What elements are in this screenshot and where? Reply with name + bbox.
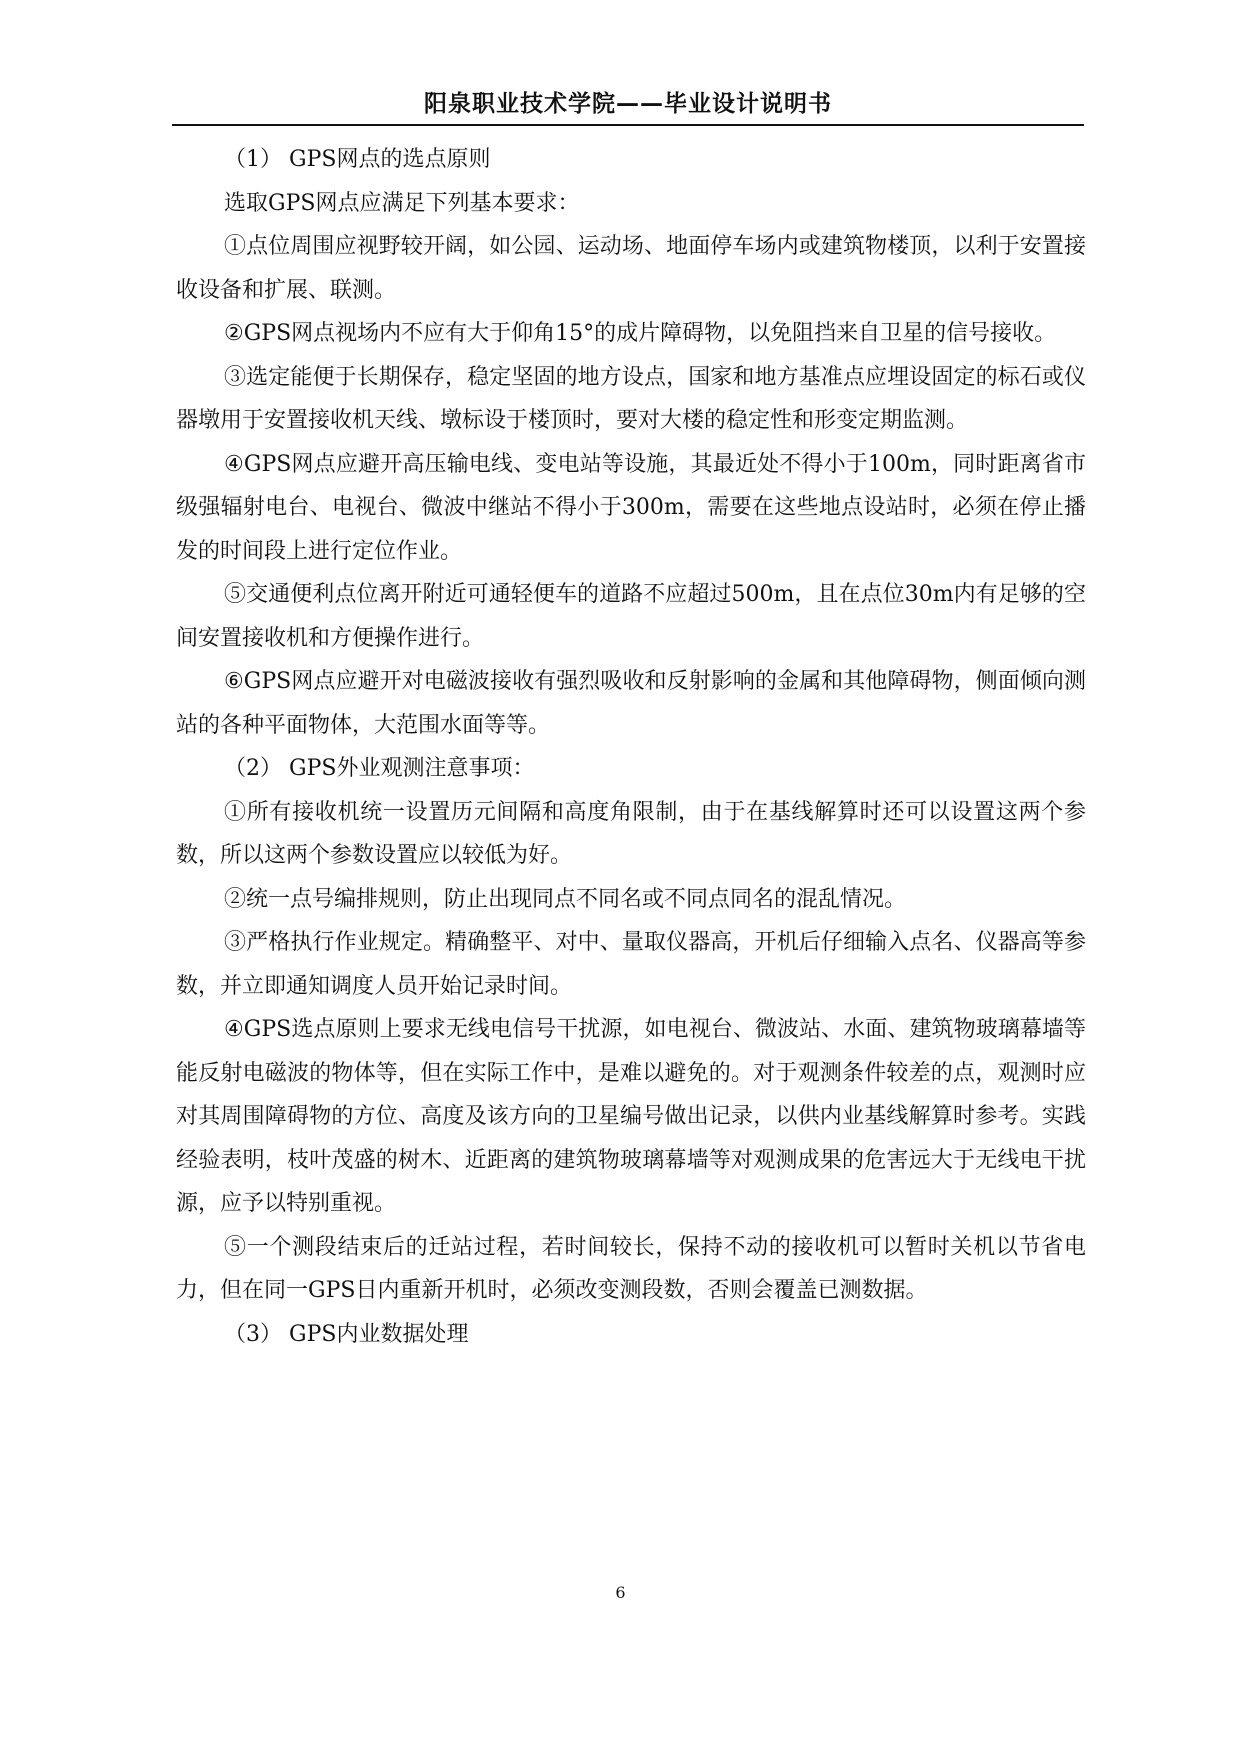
page-number: 6 [615, 1583, 626, 1602]
paragraph-requirement-3: ③选定能便于长期保存，稳定坚固的地方设点，国家和地方基准点应埋设固定的标石或仪器墩用于安置接收机天线、墩标设于楼顶时，要对大楼的稳定性和形变定期监测。 [176, 364, 1086, 433]
document-body [176, 138, 1086, 1356]
paragraph-observation-3: ③严格执行作业规定。精确整平、对中、量取仪器高，开机后仔细输入点名、仪器高等参数，并立即通知调度人员开始记录时间。 [176, 930, 1086, 999]
section-heading-data-processing: （3） GPS内业数据处理 [224, 1321, 469, 1347]
section-heading-gps-site-selection: （1） GPS网点的选点原则 [224, 147, 491, 172]
paragraph-observation-2: ②统一点号编排规则，防止出现同点不同名或不同点同名的混乱情况。 [224, 886, 907, 912]
paragraph-requirement-1: ①点位周围应视野较开阔，如公园、运动场、地面停车场内或建筑物楼顶，以利于安置接收设备和扩展、联测。 [176, 234, 1086, 303]
document-title: 阳泉职业技术学院——毕业设计说明书 [424, 91, 832, 117]
paragraph-observation-5: ⑤一个测段结束后的迁站过程，若时间较长，保持不动的接收机可以暂时关机以节省电力，但在同一GPS日内重新开机时，必须改变测段数，否则会覆盖已测数据。 [176, 1234, 1086, 1303]
paragraph-observation-4: ④GPS选点原则上要求无线电信号干扰源，如电视台、微波站、水面、建筑物玻璃幕墙等能反射电磁波的物体等，但在实际工作中，是难以避免的。对于观测条件较差的点，观测时应对其周围障碍物的方位、高度及该方向的卫星编号做出记录，以供内业基线解算时参考。实践经验表明，枝叶茂盛的树木、近距离的建筑物玻璃幕墙等对观测成果的危害远大于无线电干扰源，应予以特别重视。 [176, 1017, 1086, 1216]
paragraph-observation-1: ①所有接收机统一设置历元间隔和高度角限制，由于在基线解算时还可以设置这两个参数，所以这两个参数设置应以较低为好。 [176, 799, 1086, 868]
page-header [172, 84, 1084, 126]
section-heading-field-observation: （2） GPS外业观测注意事项： [224, 756, 535, 781]
paragraph-requirement-4: ④GPS网点应避开高压输电线、变电站等设施，其最近处不得小于100m，同时距离省市级强辐射电台、电视台、微波中继站不得小于300m，需要在这些地点设站时，必须在停止播发的时间段上进行定位作业。 [176, 451, 1086, 564]
paragraph-requirement-6: ⑥GPS网点应避开对电磁波接收有强烈吸收和反射影响的金属和其他障碍物，侧面倾向测站的各种平面物体，大范围水面等等。 [176, 669, 1086, 738]
paragraph-requirement-5: ⑤交通便利点位离开附近可通轻便车的道路不应超过500m，且在点位30m内有足够的空间安置接收机和方便操作进行。 [176, 582, 1086, 651]
paragraph-requirement-2: ②GPS网点视场内不应有大于仰角15°的成片障碍物，以免阻挡来自卫星的信号接收。 [224, 321, 1057, 346]
paragraph-requirements-intro: 选取GPS网点应满足下列基本要求： [224, 190, 580, 216]
